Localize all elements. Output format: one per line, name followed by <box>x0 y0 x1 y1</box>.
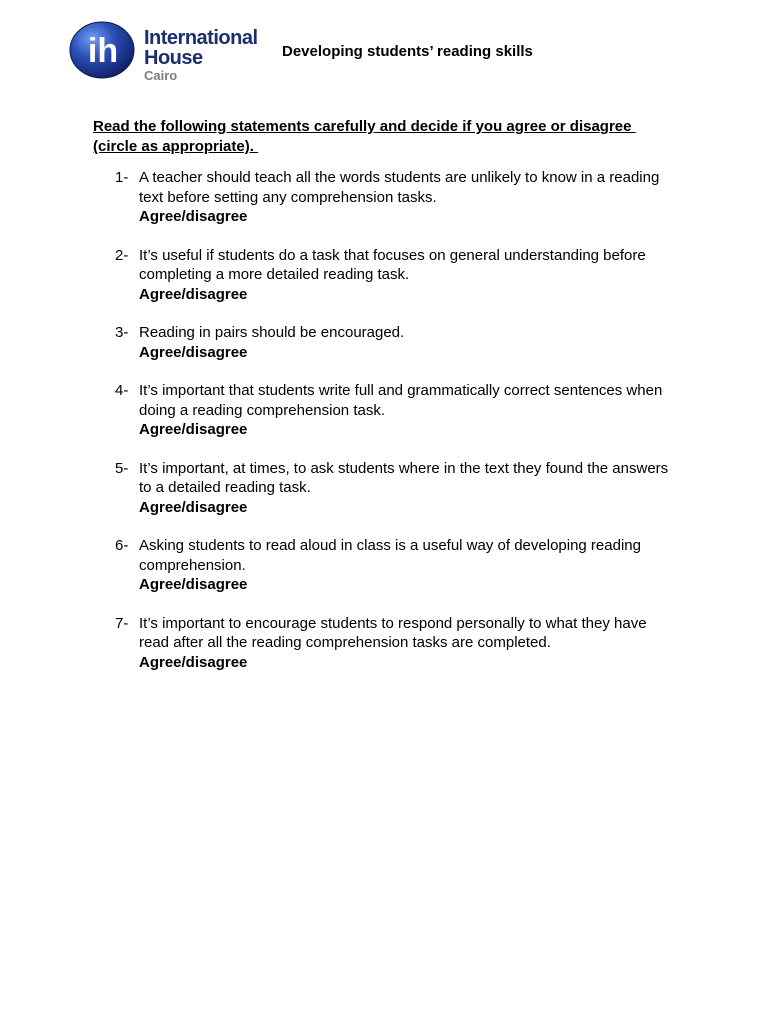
statement-text: A teacher should teach all the words students are unlikely to know in a reading text before setting any comprehension tasks. <box>139 169 660 206</box>
logo-line-international: International <box>144 27 258 49</box>
ih-monogram: ih <box>87 32 119 70</box>
logo-line-cairo: Cairo <box>144 68 178 83</box>
statement-list <box>93 168 673 691</box>
statement-number: 6- <box>115 537 129 554</box>
agree-disagree-choice[interactable]: Agree/disagree <box>139 421 248 438</box>
statement-text: It’s useful if students do a task that focuses on general understanding before completing a more detailed reading task. <box>139 246 646 283</box>
statement-number: 7- <box>115 614 129 632</box>
international-house-logo <box>69 20 279 83</box>
statement-number: 4- <box>115 382 129 399</box>
statement-text: It’s important that students write full and grammatically correct sentences when doing a reading comprehension task. <box>139 382 663 419</box>
statement-item <box>93 536 673 595</box>
statement-item <box>93 168 673 227</box>
document-title: Developing students’ reading skills <box>282 43 533 60</box>
agree-disagree-choice[interactable]: Agree/disagree <box>139 576 248 593</box>
statement-number: 1- <box>115 169 129 186</box>
agree-disagree-choice[interactable]: Agree/disagree <box>139 208 248 225</box>
agree-disagree-choice[interactable]: Agree/disagree <box>139 285 248 303</box>
statement-text: Reading in pairs should be encouraged. <box>139 324 405 341</box>
agree-disagree-choice[interactable]: Agree/disagree <box>139 653 248 671</box>
page-header <box>69 20 689 83</box>
statement-number: 5- <box>115 459 129 477</box>
ih-globe-icon <box>69 21 135 79</box>
agree-disagree-choice[interactable]: Agree/disagree <box>139 498 248 516</box>
statement-item <box>93 459 673 518</box>
instructions-text: Read the following statements carefully and decide if you agree or disagree (circle as appropriate). <box>93 118 636 155</box>
statement-number: 3- <box>115 324 129 341</box>
statement-number: 2- <box>115 246 129 264</box>
statement-item <box>93 323 673 362</box>
logo-wordmark <box>144 28 258 82</box>
statement-text: It’s important, at times, to ask students where in the text they found the answers to a detailed reading task. <box>139 459 669 496</box>
statement-item <box>93 381 673 440</box>
statement-text: Asking students to read aloud in class is a useful way of developing reading comprehension. <box>139 537 641 574</box>
logo-line-house: House <box>144 47 203 69</box>
statement-item <box>93 246 673 305</box>
agree-disagree-choice[interactable]: Agree/disagree <box>139 343 248 361</box>
statement-item <box>93 614 673 673</box>
statement-text: It’s important to encourage students to respond personally to what they have read after all the reading comprehension tasks are completed. <box>139 614 647 651</box>
